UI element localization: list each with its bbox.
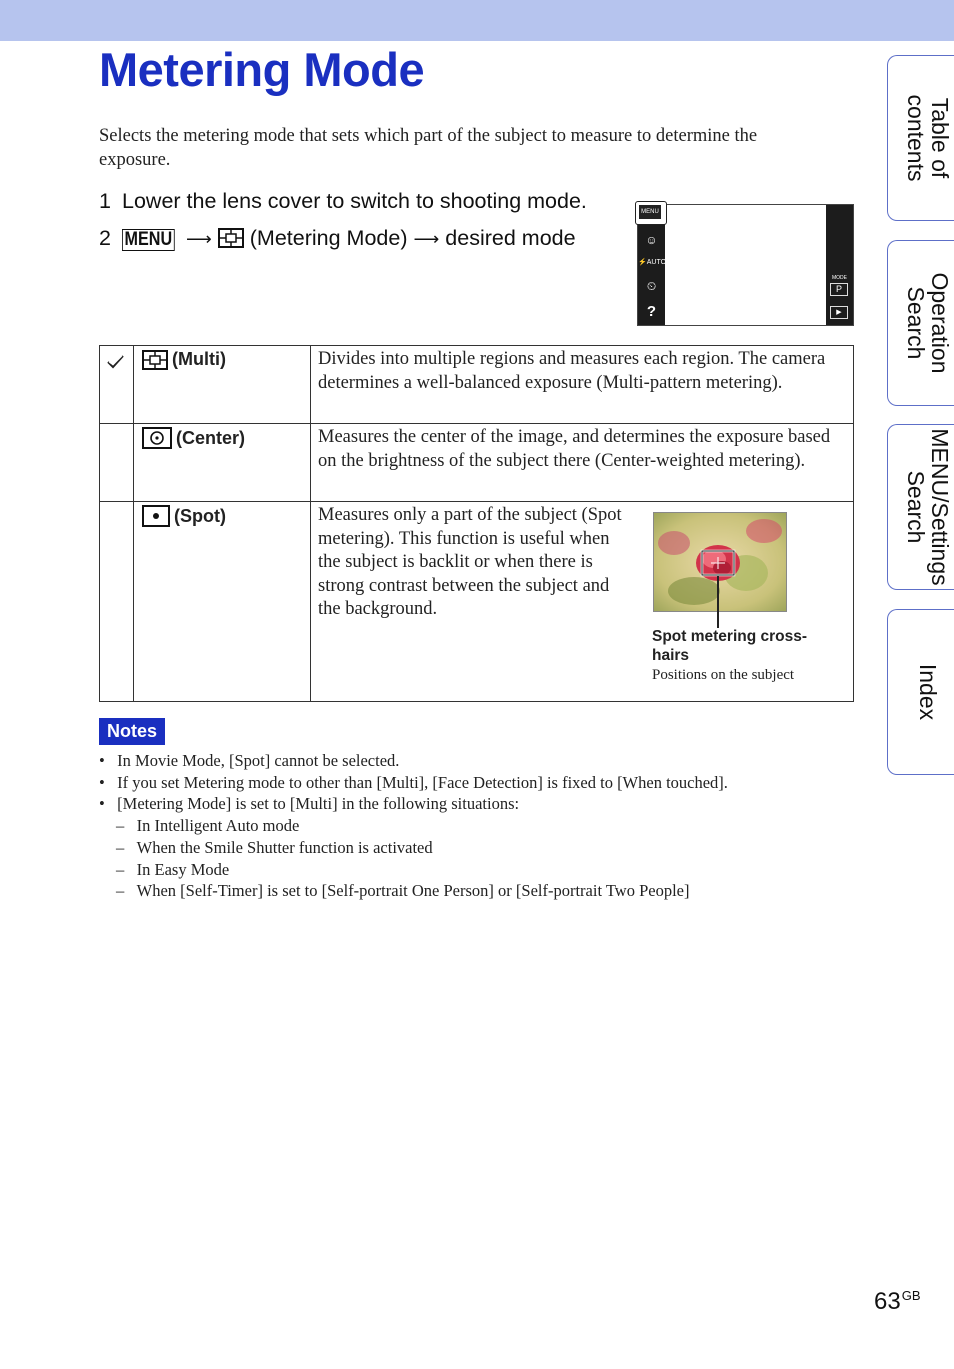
crosshair-caption-title: Spot metering cross-hairs [652, 628, 808, 664]
smile-icon: ☺ [645, 233, 658, 247]
help-icon: ? [646, 303, 657, 320]
rose-photo [653, 512, 787, 612]
option-description: Measures the center of the image, and determines the exposure based on the brightness of the subject there (Center-weighted metering). [318, 427, 831, 471]
step-number: 2 [99, 226, 111, 250]
step-1 [99, 189, 587, 214]
note-sub-item: – In Easy Mode [116, 859, 230, 879]
notes-list [99, 750, 728, 902]
mode-small-label: MODE [832, 275, 847, 281]
page-number: $63^{GB}$ [874, 1288, 921, 1315]
tab-operation-search[interactable]: Operation Search [887, 240, 954, 406]
table-row [100, 502, 854, 702]
multi-metering-icon [218, 228, 244, 248]
playback-icon: ▶ [830, 306, 848, 319]
metering-mode-label: (Metering Mode) [249, 226, 408, 250]
multi-metering-icon [142, 350, 168, 370]
step-target: desired mode [445, 226, 576, 250]
page-title: Metering Mode [99, 43, 425, 96]
lcd-menu-button: MENU [635, 201, 667, 225]
menu-key-icon: MENU [122, 229, 175, 251]
note-sub-item: – In Intelligent Auto mode [116, 816, 300, 836]
checkmark-icon [106, 352, 126, 372]
option-multi: (Multi) [134, 346, 310, 370]
step-number: 1 [99, 189, 111, 213]
tab-table-of-contents[interactable]: Table of contents [887, 55, 954, 221]
note-bullet: • In Movie Mode, [Spot] cannot be selected. [99, 751, 400, 770]
arrow-right-icon: ⟶ [413, 229, 440, 249]
note-bullet: • [Metering Mode] is set to [Multi] in the following situations: [99, 794, 520, 814]
center-metering-icon [142, 427, 172, 449]
option-center: (Center) [134, 424, 310, 449]
table-row [100, 424, 854, 502]
option-description: Divides into multiple regions and measures each region. The camera determines a well-balanced exposure (Multi-pattern metering). [318, 349, 826, 393]
note-bullet: • If you set Metering mode to other than [Multi], [Face Detection] is fixed to [When touched]. [99, 772, 728, 792]
caption-leader-line [717, 576, 719, 628]
default-check-cell [100, 346, 134, 424]
camera-screen-illustration [637, 204, 854, 326]
arrow-right-icon: ⟶ [185, 229, 212, 249]
top-band [0, 0, 954, 41]
crosshair-caption-sub: Positions on the subject [652, 667, 795, 683]
intro-text: Selects the metering mode that sets which part of the subject to measure to determine the exposure. [99, 126, 758, 170]
tab-menu-settings-search[interactable]: MENU/Settings Search [887, 424, 954, 590]
step-text: Lower the lens cover to switch to shooting mode. [122, 189, 587, 213]
spot-metering-icon [142, 505, 170, 527]
shooting-mode-p: P [830, 283, 848, 296]
notes-badge: Notes [99, 718, 165, 745]
option-description: Measures only a part of the subject (Spot metering). This function is useful when the subject is backlit or when there is strong contrast between the subject and the background. [318, 505, 622, 619]
flash-auto-icon: ⚡AUTO [638, 259, 667, 266]
table-row [100, 346, 854, 424]
option-spot: (Spot) [134, 502, 310, 527]
tab-index[interactable]: Index [887, 609, 954, 775]
step-2 [99, 226, 576, 251]
note-sub-item: – When [Self-Timer] is set to [Self-portrait One Person] or [Self-portrait Two People] [116, 881, 690, 901]
self-timer-icon: ⏲ [646, 279, 657, 293]
metering-options-table [99, 345, 854, 702]
note-sub-item: – When the Smile Shutter function is activated [116, 837, 433, 857]
